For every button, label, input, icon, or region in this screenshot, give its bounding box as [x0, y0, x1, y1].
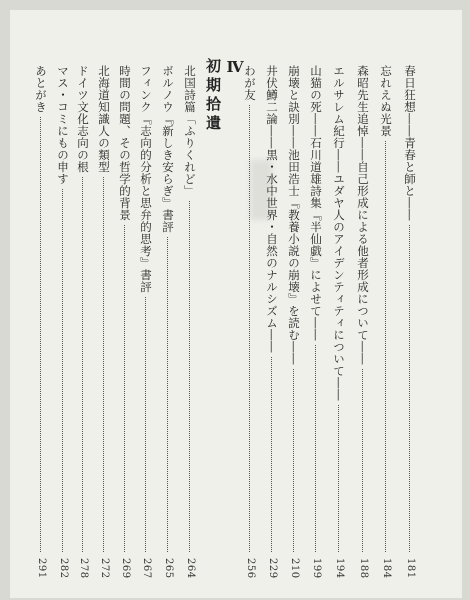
toc-entry	[117, 10, 133, 598]
dot-leader	[40, 117, 41, 552]
toc-entry	[160, 10, 176, 598]
entry-page-number: 264	[185, 558, 196, 579]
toc-entry	[242, 10, 258, 598]
entry-subtitle: 黒・水中世界・自然のナルシズム	[265, 149, 279, 329]
entry-title: 時間の問題、その哲学的背景	[118, 65, 132, 221]
entry-title: 崩壊と訣別	[287, 65, 301, 125]
toc-entry	[182, 10, 198, 598]
entry-page-number: 181	[405, 558, 416, 579]
dot-leader	[271, 357, 272, 552]
toc-entry	[33, 10, 49, 598]
entry-subtitle: ユダヤ人のアイデンティティについて	[332, 173, 346, 377]
entry-page-number: 210	[289, 558, 300, 579]
toc-entry	[286, 10, 302, 598]
dot-leader	[103, 177, 104, 552]
entry-title: エルサレム紀行	[332, 65, 346, 149]
entry-dash: ――	[332, 149, 346, 173]
entry-page-number: 265	[163, 558, 174, 579]
entry-page-number: 278	[78, 558, 89, 579]
dot-leader	[385, 141, 386, 552]
entry-title: あとがき	[34, 65, 48, 113]
entry-dash: ――	[403, 197, 417, 221]
book-page	[10, 10, 462, 598]
part-numeral: Ⅳ	[226, 58, 244, 76]
toc-entry	[402, 10, 418, 598]
entry-subtitle: 自己形成による他者形成について	[356, 161, 370, 341]
entry-page-number: 282	[58, 558, 69, 579]
entry-dash: ――	[287, 125, 301, 149]
toc-entry	[55, 10, 71, 598]
dot-leader	[62, 189, 63, 552]
entry-title: 北海道知識人の類型	[97, 65, 111, 173]
entry-page-number: 184	[381, 558, 392, 579]
entry-title: ボルノウ『新しき安らぎ』書評	[161, 65, 175, 233]
toc-entry	[75, 10, 91, 598]
entry-title: フィンク『志向的分析と思弁的思考』書評	[139, 65, 153, 293]
toc-entry	[138, 10, 154, 598]
entry-dash: ――	[309, 113, 323, 137]
dot-leader	[338, 405, 339, 552]
entry-title: マス・コミにもの申す	[56, 65, 70, 185]
entry-dash: ――	[265, 329, 279, 353]
dot-leader	[249, 105, 250, 552]
entry-title: わが友	[243, 65, 257, 101]
dot-leader	[124, 225, 125, 552]
entry-page-number: 291	[36, 558, 47, 579]
entry-dash: ――	[332, 377, 346, 401]
dot-leader	[315, 345, 316, 552]
entry-subtitle: 池田浩士『教養小説の崩壊』を読む	[287, 149, 301, 341]
entry-page-number: 199	[311, 558, 322, 579]
dot-leader	[167, 237, 168, 552]
entry-page-number: 269	[120, 558, 131, 579]
entry-page-number: 267	[141, 558, 152, 579]
entry-dash: ――	[265, 125, 279, 149]
dot-leader	[145, 297, 146, 552]
entry-title: 忘れえぬ光景	[379, 65, 393, 137]
entry-page-number: 229	[267, 558, 278, 579]
toc-entry	[355, 10, 371, 598]
dot-leader	[293, 369, 294, 552]
part-title: 初期拾遺	[204, 58, 222, 134]
entry-dash: ――	[403, 113, 417, 137]
toc-entry	[331, 10, 347, 598]
toc-entry	[96, 10, 112, 598]
entry-title: 春日狂想	[403, 65, 417, 113]
entry-page-number: 194	[334, 558, 345, 579]
entry-dash: ――	[287, 341, 301, 365]
entry-title: 山猫の死	[309, 65, 323, 113]
dot-leader	[82, 177, 83, 552]
entry-title: ドイツ文化志向の根	[76, 65, 90, 173]
entry-page-number: 256	[245, 558, 256, 579]
entry-title: 北国詩篇「ふりくれど」	[183, 65, 197, 197]
entry-page-number: 188	[358, 558, 369, 579]
toc-entry	[308, 10, 324, 598]
dot-leader	[362, 369, 363, 552]
entry-title: 森昭先生追悼	[356, 65, 370, 137]
entry-dash: ――	[356, 137, 370, 161]
toc-entry	[378, 10, 394, 598]
entry-subtitle: 石川道雄詩集『半仙戯』によせて	[309, 137, 323, 317]
entry-subtitle: 青春と師と	[403, 137, 417, 197]
entry-page-number: 272	[99, 558, 110, 579]
entry-dash: ――	[356, 341, 370, 365]
toc-entry	[264, 10, 280, 598]
dot-leader	[409, 225, 410, 552]
entry-title: 井伏鱒二論	[265, 65, 279, 125]
entry-dash: ――	[309, 317, 323, 341]
dot-leader	[189, 201, 190, 552]
